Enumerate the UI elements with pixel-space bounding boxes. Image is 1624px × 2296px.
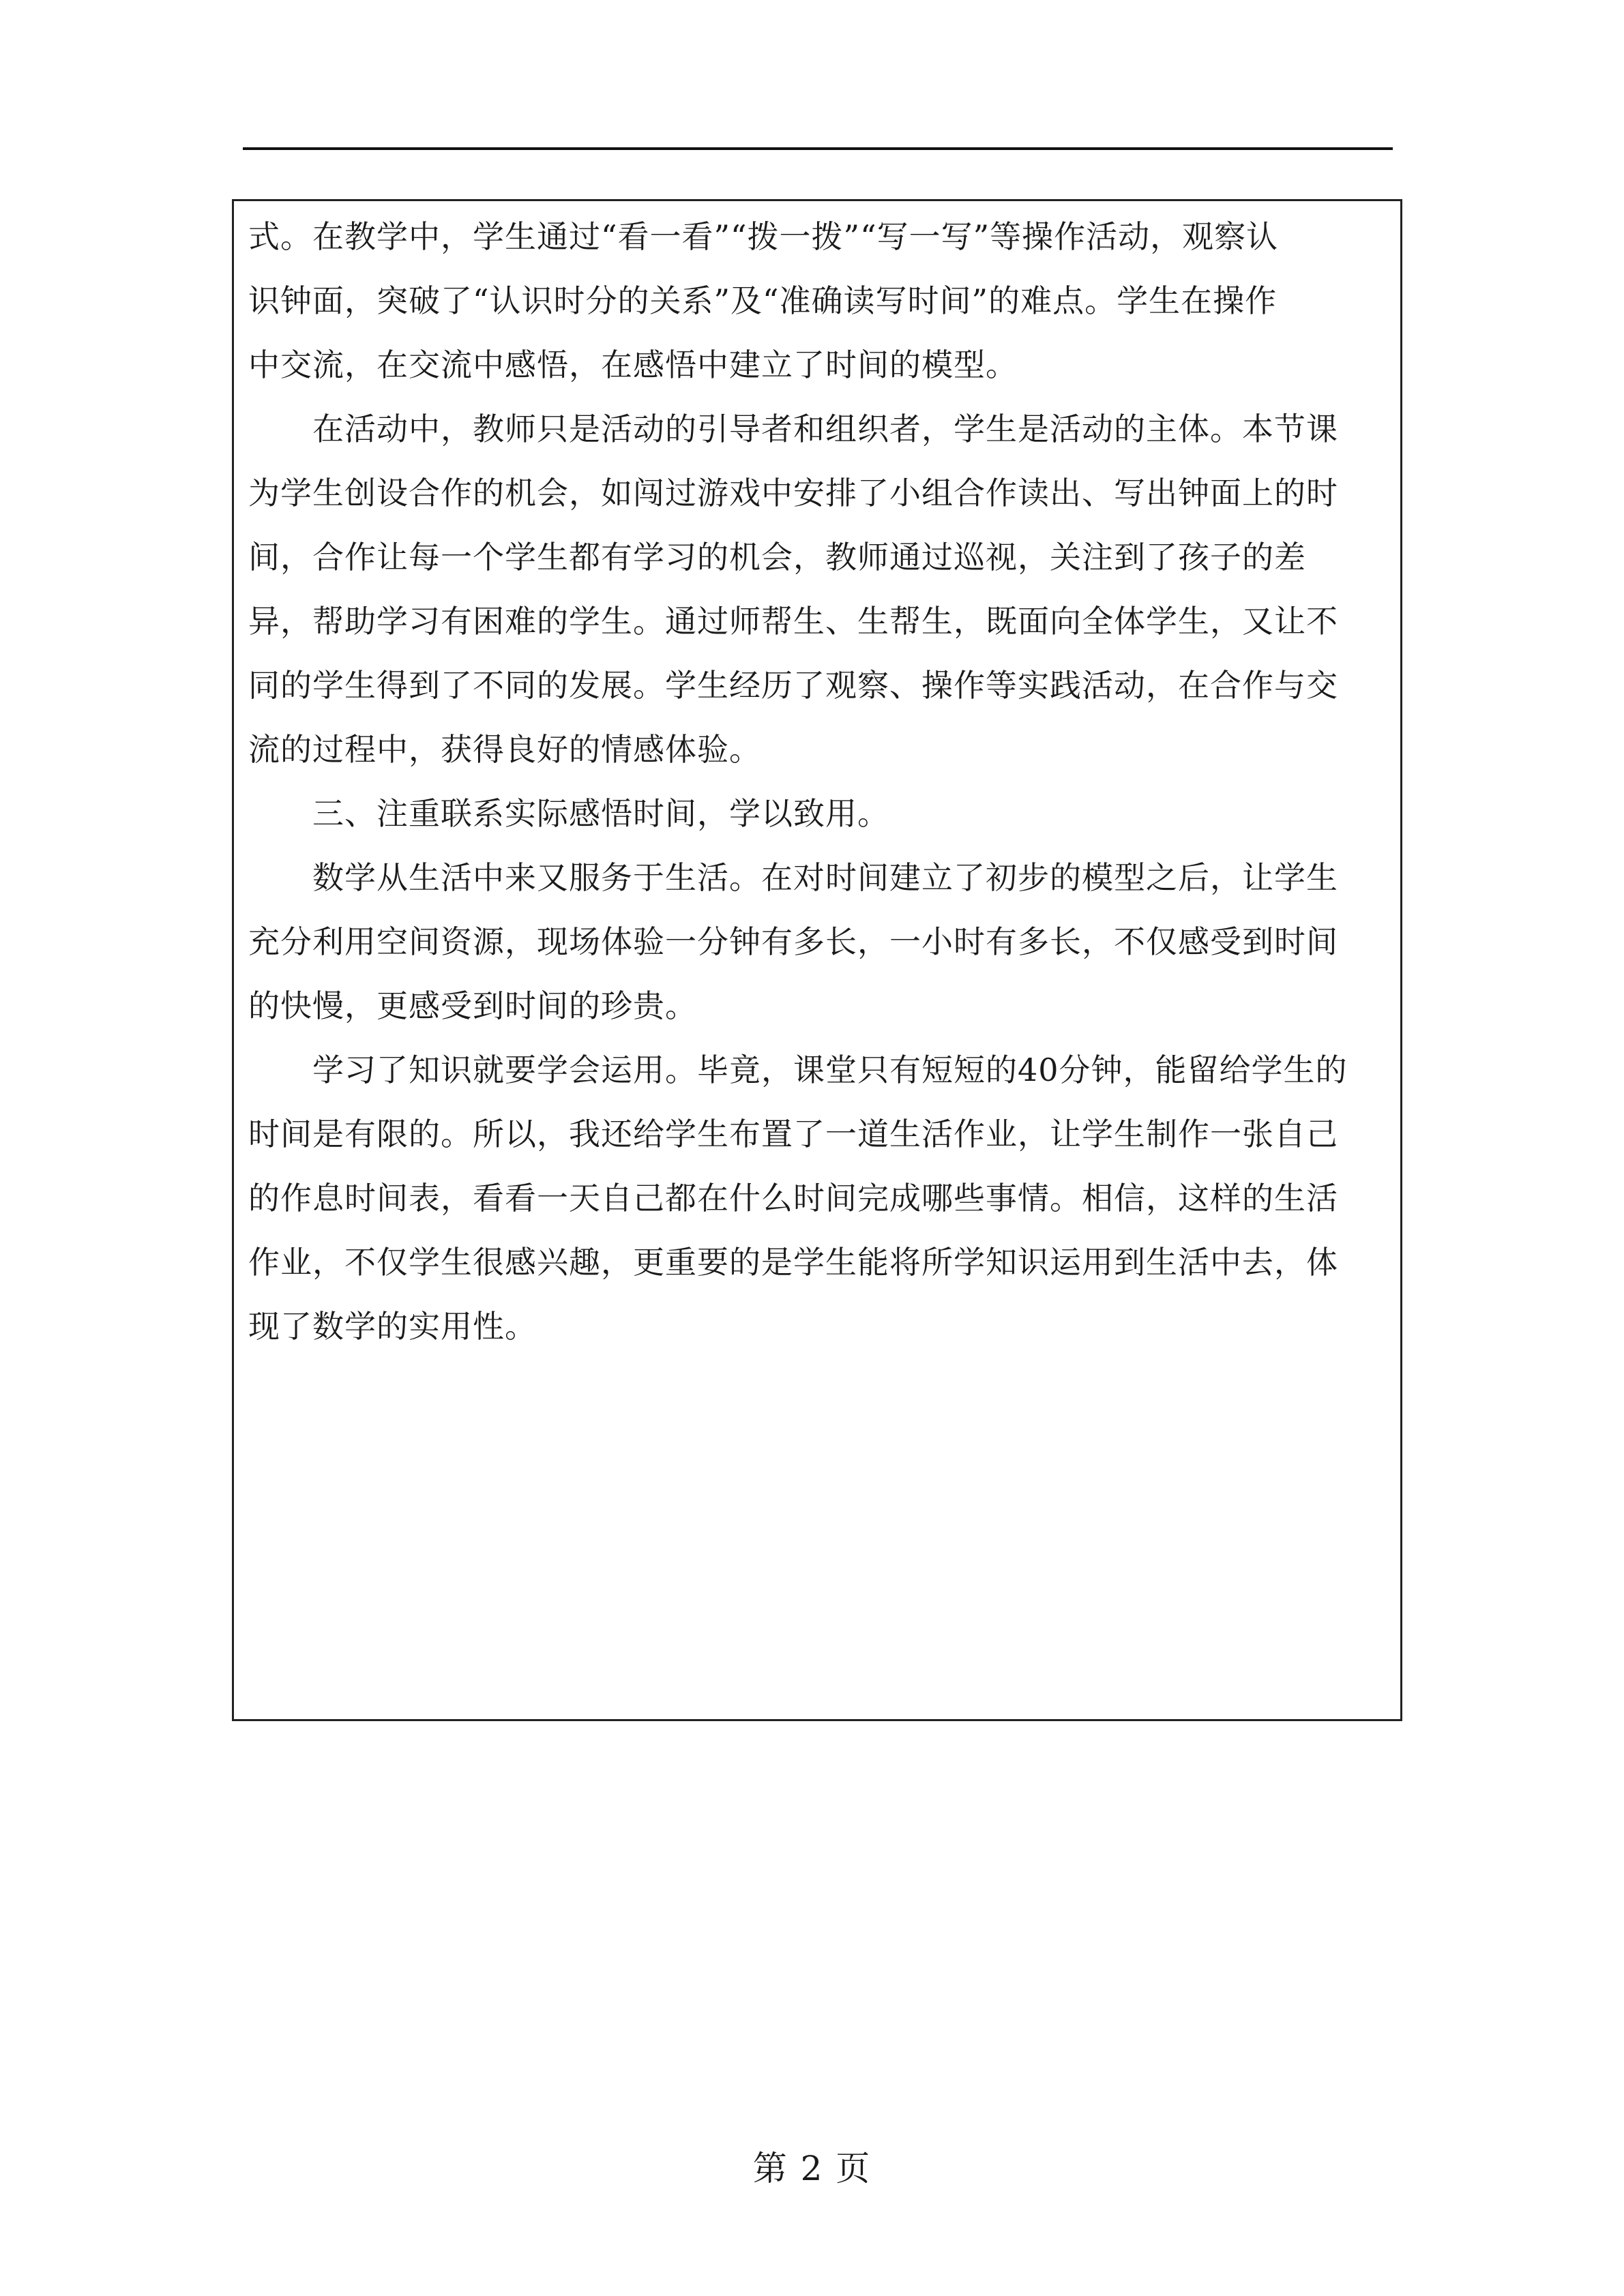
header-rule	[243, 147, 1393, 150]
text-line: 的作息时间表，看看一天自己都在什么时间完成哪些事情。相信，这样的生活	[248, 1180, 1338, 1217]
text-line: 数学从生活中来又服务于生活。在对时间建立了初步的模型之后，让学生	[248, 859, 1338, 896]
text-line: 同的学生得到了不同的发展。学生经历了观察、操作等实践活动，在合作与交	[248, 667, 1338, 704]
text-line: 流的过程中，获得良好的情感体验。	[248, 731, 761, 768]
text-line: 识钟面，突破了“认识时分的关系”及“准确读写时间”的难点。学生在操作	[248, 282, 1278, 319]
text-line: 在活动中，教师只是活动的引导者和组织者，学生是活动的主体。本节课	[248, 411, 1338, 447]
text-line: 时间是有限的。所以，我还给学生布置了一道生活作业，让学生制作一张自己	[248, 1116, 1338, 1152]
text-line: 中交流，在交流中感悟，在感悟中建立了时间的模型。	[248, 346, 1018, 383]
text-line: 异，帮助学习有困难的学生。通过师帮生、生帮生，既面向全体学生，又让不	[248, 603, 1338, 640]
text-line: 的快慢，更感受到时间的珍贵。	[248, 987, 697, 1024]
text-line: 为学生创设合作的机会，如闯过游戏中安排了小组合作读出、写出钟面上的时	[248, 475, 1338, 511]
text-line: 充分利用空间资源，现场体验一分钟有多长，一小时有多长，不仅感受到时间	[248, 923, 1338, 960]
text-line: 作业，不仅学生很感兴趣，更重要的是学生能将所学知识运用到生活中去，体	[248, 1244, 1338, 1281]
text-line: 学习了知识就要学会运用。毕竟，课堂只有短短的40分钟，能留给学生的	[248, 1052, 1348, 1088]
text-line: 间，合作让每一个学生都有学习的机会，教师通过巡视，关注到了孩子的差	[248, 539, 1306, 576]
page-number: 第 2 页	[752, 2149, 872, 2188]
section-heading: 三、注重联系实际感悟时间，学以致用。	[248, 795, 889, 832]
reflection-text	[248, 205, 1364, 1358]
text-line: 现了数学的实用性。	[248, 1308, 537, 1345]
text-line: 式。在教学中，学生通过“看一看”“拨一拨”“写一写”等操作活动，观察认	[248, 218, 1279, 255]
